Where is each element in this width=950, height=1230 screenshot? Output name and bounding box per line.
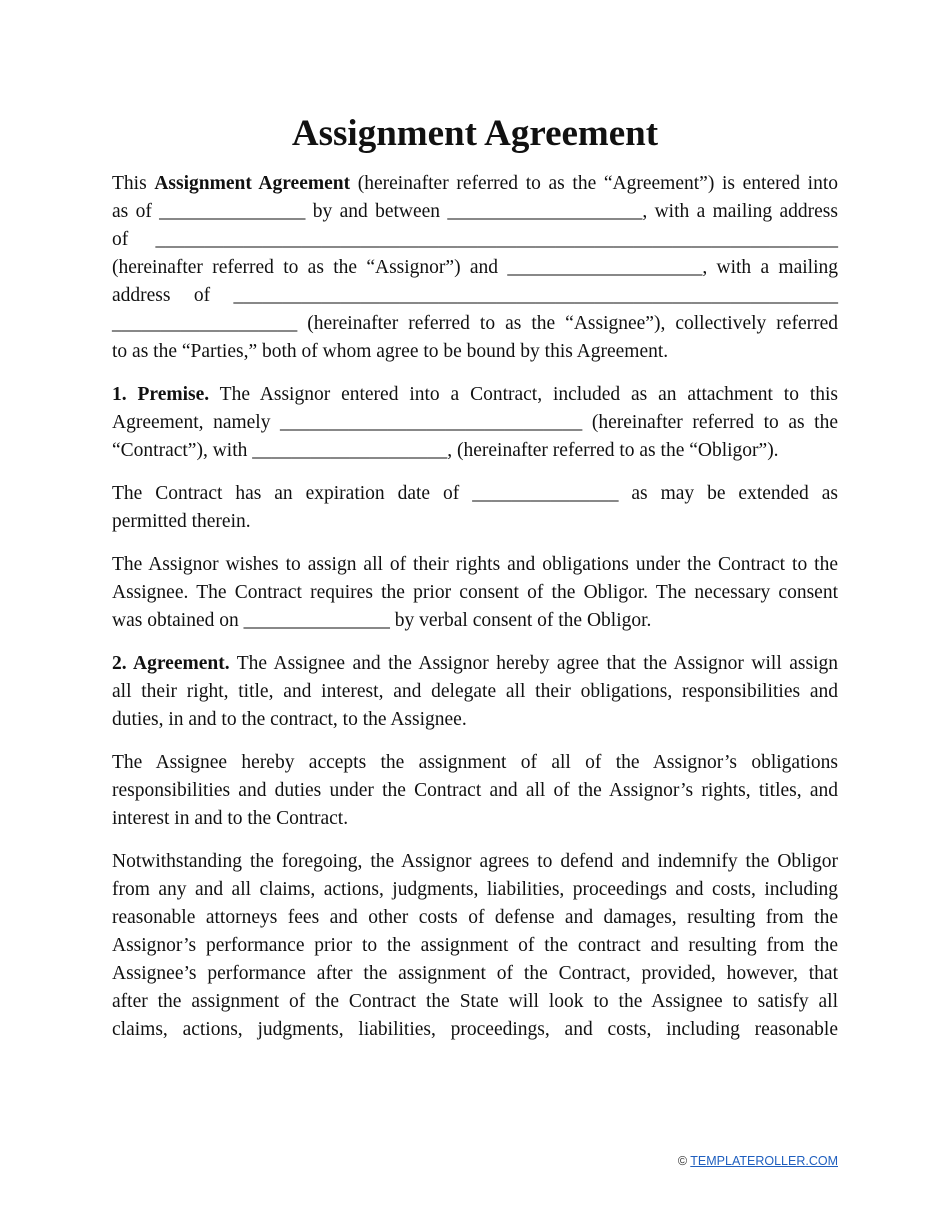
- templateroller-link[interactable]: TEMPLATEROLLER.COM: [690, 1154, 838, 1168]
- acceptance-line: The Assignee hereby accepts the assignment of all of the Assignor’s obligations: [112, 752, 838, 773]
- agreement-name: Assignment Agreement: [154, 173, 351, 194]
- document-title: Assignment Agreement: [291, 113, 659, 154]
- expiration-line: permitted therein.: [112, 511, 251, 532]
- acceptance-line: responsibilities and duties under the Contract and all of the Assignor’s rights, titles, and: [112, 780, 838, 801]
- agreement-line: 2. Agreement. The Assignee and the Assignor hereby agree that the Assignor will assign: [112, 653, 838, 674]
- copyright-symbol: ©: [677, 1154, 688, 1168]
- acceptance-paragraph: [112, 749, 838, 833]
- indemnify-line: Assignor’s performance prior to the assignment of the contract and resulting from the: [112, 935, 838, 956]
- premise-line: 1. Premise. The Assignor entered into a Contract, included as an attachment to this: [112, 384, 839, 405]
- premise-line: Agreement, namely _______________________________ (hereinafter referred to as the: [112, 412, 838, 433]
- indemnify-line: reasonable attorneys fees and other costs of defense and damages, resulting from the: [112, 907, 838, 928]
- intro-line: of ______________________________________________________________________: [112, 229, 838, 250]
- premise-heading: 1. Premise.: [112, 384, 210, 405]
- premise-paragraph: [112, 381, 838, 465]
- indemnify-line: Assignee’s performance after the assignment of the Contract, provided, however, that: [112, 963, 838, 984]
- footer-credit: [678, 1154, 838, 1168]
- indemnify-line: after the assignment of the Contract the State will look to the Assignee to satisfy all: [112, 991, 838, 1012]
- intro-line: address of ______________________________________________________________: [112, 285, 838, 306]
- intro-line: This Assignment Agreement (hereinafter referred to as the “Agreement”) is entered into: [112, 173, 838, 194]
- consent-line: was obtained on _______________ by verbal consent of the Obligor.: [112, 610, 652, 631]
- indemnify-line: from any and all claims, actions, judgments, liabilities, proceedings and costs, including: [112, 879, 838, 900]
- expiration-line: The Contract has an expiration date of _______________ as may be extended as: [112, 483, 838, 504]
- agreement-heading: 2. Agreement.: [112, 653, 230, 674]
- intro-line: (hereinafter referred to as the “Assignor”) and ____________________, with a mailing: [112, 257, 838, 278]
- consent-line: Assignee. The Contract requires the prior consent of the Obligor. The necessary consent: [112, 582, 838, 603]
- intro-line: to as the “Parties,” both of whom agree to be bound by this Agreement.: [112, 341, 669, 362]
- indemnify-line: claims, actions, judgments, liabilities, proceedings, and costs, including reasonable: [112, 1019, 838, 1040]
- acceptance-line: interest in and to the Contract.: [112, 808, 349, 829]
- premise-line: “Contract”), with ____________________, (hereinafter referred to as the “Obligor”).: [112, 440, 779, 461]
- document-page: [112, 110, 838, 1059]
- intro-paragraph: [112, 170, 838, 366]
- intro-line: ___________________ (hereinafter referred to as the “Assignee”), collectively referred: [112, 313, 838, 334]
- indemnify-paragraph: [112, 848, 838, 1044]
- expiration-paragraph: [112, 480, 838, 536]
- agreement-line: all their right, title, and interest, and delegate all their obligations, responsibilities and: [112, 681, 838, 702]
- intro-line: as of _______________ by and between ____________________, with a mailing address: [112, 201, 838, 222]
- consent-line: The Assignor wishes to assign all of their rights and obligations under the Contract to the: [112, 554, 838, 575]
- consent-paragraph: [112, 551, 838, 635]
- agreement-line: duties, in and to the contract, to the Assignee.: [112, 709, 467, 730]
- indemnify-line: Notwithstanding the foregoing, the Assignor agrees to defend and indemnify the Obligor: [112, 851, 838, 872]
- agreement-paragraph: [112, 650, 838, 734]
